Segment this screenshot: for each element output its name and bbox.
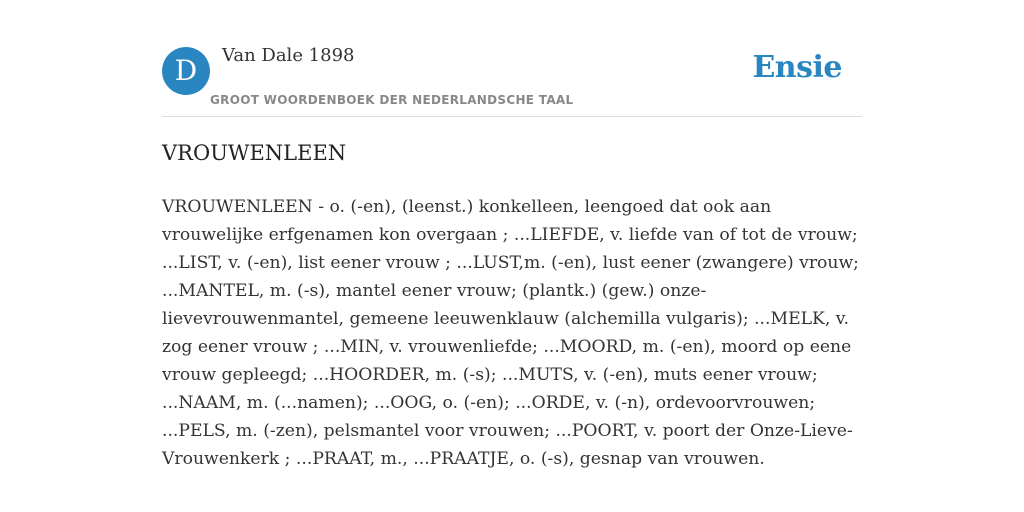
entry-card (162, 0, 862, 512)
source-title[interactable]: Van Dale 1898 (222, 45, 355, 66)
source-subtitle: GROOT WOORDENBOEK DER NEDERLANDSCHE TAAL (210, 93, 574, 107)
header (162, 0, 862, 117)
brand-logo[interactable]: Ensie (752, 50, 842, 85)
entry-definition: VROUWENLEEN - o. (-en), (leenst.) konkelleen, leengoed dat ook aan vrouwelijke erfgenamen kon overgaan ; ...LIEFDE, v. liefde van of tot de vrouw; ...LIST, v. (-en), list eener vrouw ; ...LUST,m. (-en), lust eener (zwangere) vrouw; ...MANTEL, m. (-s), mantel eener vrouw; (plantk.) (gew.) onze-lievevrouwenmantel, gemeene leeuwenklauw (alchemilla vulgaris); ...MELK, v. zog eener vrouw ; ...MIN, v. vrouwenliefde; ...MOORD, m. (-en), moord op eene vrouw gepleegd; ...HOORDER, m. (-s); ...MUTS, v. (-en), muts eener vrouw; ...NAAM, m. (...namen); ...OOG, o. (-en); ...ORDE, v. (-n), ordevoorvrouwen; ...PELS, m. (-zen), pelsmantel voor vrouwen; ...POORT, v. poort der Onze-Lieve-Vrouwenkerk ; ...PRAAT, m., ...PRAATJE, o. (-s), gesnap van vrouwen. (162, 197, 859, 469)
source-logo[interactable]: D (162, 47, 210, 95)
entry-title: VROUWENLEEN (162, 141, 347, 165)
